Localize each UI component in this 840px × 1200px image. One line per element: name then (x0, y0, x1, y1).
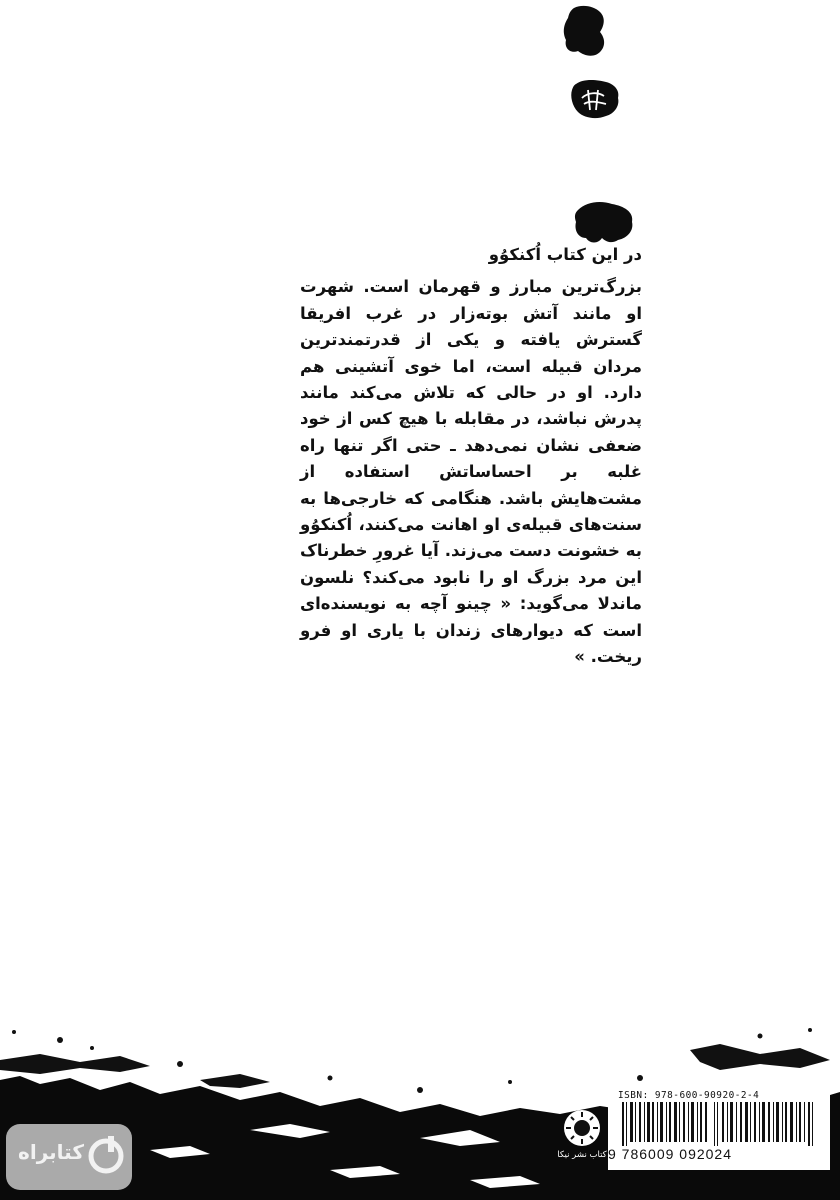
back-cover-blurb (300, 242, 642, 671)
publisher-block (556, 1108, 608, 1164)
ink-blot-top (560, 4, 612, 60)
publisher-name: کتاب نشر نیکا (557, 1150, 607, 1160)
sun-logo-icon (562, 1108, 602, 1148)
ink-blot-logo (568, 76, 622, 122)
barcode-bars (622, 1102, 818, 1146)
isbn-barcode (608, 1090, 830, 1170)
watermark-text: کتابراه (18, 1140, 84, 1164)
ketabrah-logo-icon (86, 1134, 126, 1180)
blurb-body: بزرگ‌ترین مبارز و قهرمان است. شهرت او مانند آتش بوته‌زار در غرب افریقا گسترش یافته و یکی از قدرتمندترین مردان قبیله است، اما خوی آتشینی هم دارد. او در حالی که تلاش می‌کند مانند پدرش نباشد، در مقابله با هیچ کس از خود ضعفی نشان نمی‌دهد ـ حتی اگر تنها راه غلبه بر احساساتش استفاده از مشت‌هایش باشد. هنگامی که خارجی‌ها به سنت‌های قبیله‌ی او اهانت می‌کنند، اُکنکوُو به خشونت دست می‌زند. آیا غرورِ خطرناک این مرد بزرگ او را نابود می‌کند؟ نلسون ماندلا می‌گوید: « چینو آچه به نویسنده‌ای است که دیوارهای زندان با یاری او فرو ریخت. » (300, 277, 642, 667)
isbn-text: ISBN: 978-600-90920-2-4 (618, 1090, 760, 1101)
barcode-digits: 9 786009 092024 (608, 1146, 732, 1162)
blurb-heading: در این کتاب اُکنکوُو (488, 245, 642, 264)
ink-blot-mid (572, 198, 638, 246)
watermark-badge (6, 1124, 132, 1190)
